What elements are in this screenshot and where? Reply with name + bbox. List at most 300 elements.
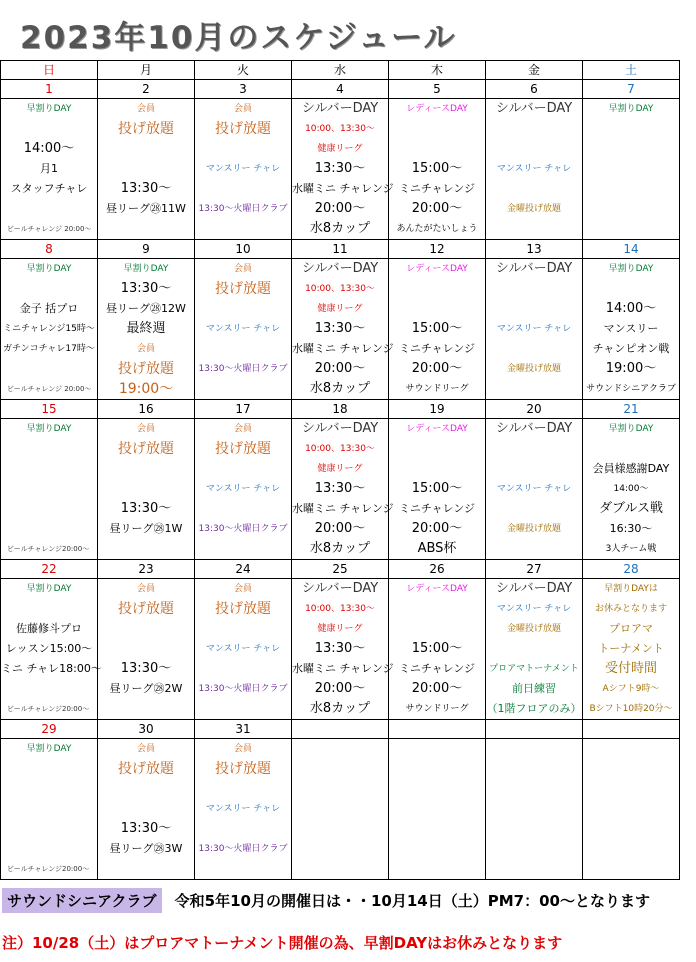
event-line: マンスリー チャレ <box>205 644 281 654</box>
event-line: 13:30～ <box>314 481 366 496</box>
event-line: 15:00～ <box>411 161 463 176</box>
event-line <box>1 839 97 859</box>
event-line: 10:00、13:30～ <box>305 284 375 294</box>
day-cell <box>486 579 583 720</box>
date-number: 3 <box>195 80 292 99</box>
event-line: 投げ放題 <box>215 121 271 137</box>
event-line: 13:30～ <box>120 281 172 296</box>
event-line <box>1 439 97 459</box>
day-cell <box>292 99 394 240</box>
event-line <box>486 539 582 559</box>
event-line: ABS杯 <box>417 541 457 556</box>
event-line: 早割りDAY <box>26 584 72 594</box>
event-line: チャンピオン戦 <box>592 342 670 355</box>
event-line: 金曜投げ放題 <box>506 204 561 214</box>
event-line: シルバーDAY <box>495 581 573 596</box>
events-row <box>1 739 680 880</box>
date-number: 20 <box>486 400 583 419</box>
event-line: 会員 <box>136 104 155 114</box>
event-line: 13:30～ <box>314 641 366 656</box>
weekday-mon: 月 <box>98 61 195 80</box>
event-line <box>98 479 194 499</box>
date-number: 6 <box>486 80 583 99</box>
event-line: 会員 <box>136 584 155 594</box>
day-cell <box>98 579 195 720</box>
proam-notice: 注）10/28（土）はプロアマトーナメント開催の為、早割DAYはお休みとなります <box>2 934 563 952</box>
event-line: 昼リーグ㉘3W <box>109 842 183 855</box>
event-line <box>389 279 485 299</box>
event-line <box>1 279 97 299</box>
event-line: 13:30～ <box>120 821 172 836</box>
event-line: 会員様感謝DAY <box>592 462 670 475</box>
event-line: 水曜ミニ チャレンジ <box>292 662 394 675</box>
event-line: 19:00～ <box>118 381 174 397</box>
event-line: 19:00～ <box>605 361 657 376</box>
event-line <box>1 459 97 479</box>
day-cell <box>195 739 292 880</box>
event-line <box>583 439 679 459</box>
senior-club-badge: サウンドシニアクラブ <box>2 888 162 913</box>
event-line: 15:00～ <box>411 481 463 496</box>
event-line: 15:00～ <box>411 321 463 336</box>
date-number: 4 <box>292 80 389 99</box>
event-line <box>1 119 97 139</box>
event-line: 20:00～ <box>314 361 366 376</box>
event-line: プロアマトーナメント <box>489 664 579 674</box>
event-line: 20:00～ <box>314 521 366 536</box>
date-number: 21 <box>583 400 680 419</box>
day-cell <box>292 419 394 560</box>
event-line: 会員 <box>233 744 252 754</box>
event-line: 20:00～ <box>411 201 463 216</box>
event-line <box>486 379 582 399</box>
event-line <box>1 199 97 219</box>
event-line: 14:00～ <box>605 301 657 316</box>
event-line: ミニ チャレ18:00～ <box>1 662 102 675</box>
event-line: 早割りDAY <box>26 424 72 434</box>
weekday-tue: 火 <box>195 61 292 80</box>
event-line: 会員 <box>233 584 252 594</box>
event-line <box>486 139 582 159</box>
event-line <box>98 539 194 559</box>
event-line: 13:30～ <box>314 161 366 176</box>
event-line <box>195 299 291 319</box>
day-cell <box>98 739 195 880</box>
date-number: 7 <box>583 80 680 99</box>
day-cell <box>583 419 680 560</box>
event-line: 13:30～火曜日クラブ <box>198 204 288 214</box>
event-line <box>195 539 291 559</box>
day-cell <box>292 739 389 880</box>
event-line: マンスリー チャレ <box>496 164 572 174</box>
event-line: 13:30～火曜日クラブ <box>198 524 288 534</box>
date-number: 11 <box>292 240 389 259</box>
event-line: ミニチャレンジ15時～ <box>3 324 95 334</box>
event-line: 会員 <box>233 264 252 274</box>
event-line: ビールチャレンジ 20:00～ <box>7 385 92 393</box>
event-line <box>98 639 194 659</box>
event-line <box>1 819 97 839</box>
event-line: 水8カップ <box>309 381 371 396</box>
day-cell <box>583 99 680 240</box>
event-line: 健康リーグ <box>317 464 363 474</box>
date-number: 24 <box>195 560 292 579</box>
weekday-wed: 水 <box>292 61 389 80</box>
event-line: レディースDAY <box>406 424 468 434</box>
event-line <box>1 779 97 799</box>
event-line: ビールチャレンジ20:00～ <box>7 705 90 713</box>
event-line: 早割りDAY <box>608 104 654 114</box>
event-line <box>98 619 194 639</box>
event-line: ダブルス戦 <box>598 501 664 516</box>
date-number: 2 <box>98 80 195 99</box>
event-line: 水曜ミニ チャレンジ <box>292 342 394 355</box>
event-line <box>389 459 485 479</box>
event-line: 会員 <box>136 744 155 754</box>
date-number-row <box>1 720 680 739</box>
event-line <box>486 219 582 239</box>
event-line: シルバーDAY <box>301 581 379 596</box>
event-line <box>195 859 291 879</box>
event-line <box>195 219 291 239</box>
event-line <box>486 639 582 659</box>
calendar-table <box>0 60 680 880</box>
event-line <box>583 139 679 159</box>
event-line: 投げ放題 <box>215 761 271 777</box>
event-line: プロアマ <box>609 622 653 635</box>
event-line: 13:30～ <box>314 321 366 336</box>
event-line: ミニチャレンジ <box>398 502 476 515</box>
event-line: マンスリー チャレ <box>496 324 572 334</box>
day-cell <box>486 99 583 240</box>
event-line: シルバーDAY <box>495 101 573 116</box>
day-cell <box>98 99 195 240</box>
day-cell <box>195 259 292 400</box>
event-line: 水8カップ <box>309 701 371 716</box>
day-cell <box>195 579 292 720</box>
event-line <box>486 459 582 479</box>
event-line <box>389 599 485 619</box>
events-row <box>1 259 680 400</box>
date-number <box>486 720 583 739</box>
event-line <box>195 619 291 639</box>
event-line: 投げ放題 <box>215 281 271 297</box>
day-cell <box>583 739 680 880</box>
event-line: 13:30～火曜日クラブ <box>198 684 288 694</box>
event-line <box>389 139 485 159</box>
event-line <box>195 179 291 199</box>
date-number: 25 <box>292 560 389 579</box>
date-number <box>292 720 389 739</box>
day-cell <box>389 419 486 560</box>
event-line: サウンドシニアクラブ <box>586 384 676 394</box>
event-line <box>486 339 582 359</box>
weekday-header-row <box>1 61 680 80</box>
event-line: 13:30～ <box>120 661 172 676</box>
event-line: ビールチャレンジ20:00～ <box>7 865 90 873</box>
day-cell <box>195 419 292 560</box>
date-number: 5 <box>389 80 486 99</box>
event-line: 16:30～ <box>609 522 653 535</box>
event-line: レディースDAY <box>406 584 468 594</box>
event-line: 月1 <box>40 162 58 175</box>
date-number: 22 <box>1 560 98 579</box>
event-line <box>1 599 97 619</box>
event-line <box>195 779 291 799</box>
event-line <box>486 299 582 319</box>
event-line: 10:00、13:30～ <box>305 444 375 454</box>
event-line <box>195 379 291 399</box>
day-cell <box>389 739 486 880</box>
date-number-row <box>1 80 680 99</box>
event-line: マンスリー チャレ <box>205 804 281 814</box>
event-line: 20:00～ <box>411 681 463 696</box>
date-number: 29 <box>1 720 98 739</box>
event-line: 投げ放題 <box>118 761 174 777</box>
event-line: マンスリー チャレ <box>496 604 572 614</box>
day-cell <box>389 99 486 240</box>
event-line: あんたがたいしょう <box>396 224 478 234</box>
date-number: 23 <box>98 560 195 579</box>
event-line: 20:00～ <box>411 521 463 536</box>
date-number-row <box>1 400 680 419</box>
event-line <box>1 799 97 819</box>
event-line <box>389 299 485 319</box>
event-line: 金曜投げ放題 <box>506 364 561 374</box>
event-line <box>389 119 485 139</box>
event-line: Aシフト9時～ <box>602 684 660 694</box>
event-line: 投げ放題 <box>215 601 271 617</box>
event-line: 投げ放題 <box>118 121 174 137</box>
day-cell <box>389 259 486 400</box>
event-line: サウンドリーグ <box>405 704 469 714</box>
senior-club-date: 令和5年10月の開催日は・・10月14日（土）PM7：00～となります <box>174 892 650 910</box>
event-line: Bシフト10時20分～ <box>589 704 673 714</box>
event-line <box>98 459 194 479</box>
date-number <box>583 720 680 739</box>
date-number-row <box>1 240 680 259</box>
event-line <box>195 819 291 839</box>
event-line: 会員 <box>233 424 252 434</box>
page-title: 2023年10月のスケジュール <box>20 20 457 56</box>
event-line: ミニチャレンジ <box>398 662 476 675</box>
event-line <box>1 759 97 779</box>
event-line: 15:00～ <box>411 641 463 656</box>
event-line <box>486 499 582 519</box>
event-line: 10:00、13:30～ <box>305 124 375 134</box>
senior-club-notice <box>2 888 692 914</box>
event-line <box>486 179 582 199</box>
event-line: レッスン15:00～ <box>5 642 93 655</box>
event-line: 最終週 <box>126 321 166 336</box>
event-line: 13:30～ <box>120 501 172 516</box>
date-number: 8 <box>1 240 98 259</box>
event-line <box>583 179 679 199</box>
date-number: 28 <box>583 560 680 579</box>
event-line: 早割りDAYは <box>604 584 658 594</box>
event-line: お休みとなります <box>594 604 667 614</box>
event-line: ビールチャレンジ 20:00～ <box>7 225 92 233</box>
event-line: 受付時間 <box>604 661 657 676</box>
event-line: 早割りDAY <box>26 104 72 114</box>
event-line <box>1 519 97 539</box>
date-number: 12 <box>389 240 486 259</box>
event-line: 水8カップ <box>309 541 371 556</box>
events-row <box>1 579 680 720</box>
event-line: 金曜投げ放題 <box>506 624 561 634</box>
date-number: 1 <box>1 80 98 99</box>
day-cell <box>195 99 292 240</box>
date-number: 31 <box>195 720 292 739</box>
events-row <box>1 419 680 560</box>
day-cell <box>292 579 394 720</box>
event-line: シルバーDAY <box>301 421 379 436</box>
event-line: 13:30～ <box>120 181 172 196</box>
event-line: 金曜投げ放題 <box>506 524 561 534</box>
day-cell <box>583 259 680 400</box>
day-cell <box>389 579 486 720</box>
event-line: 会員 <box>136 424 155 434</box>
event-line: 水8カップ <box>309 221 371 236</box>
event-line: 健康リーグ <box>317 144 363 154</box>
event-line: シルバーDAY <box>495 261 573 276</box>
event-line: マンスリー チャレ <box>205 484 281 494</box>
event-line: 10:00、13:30～ <box>305 604 375 614</box>
date-number <box>389 720 486 739</box>
event-line <box>583 119 679 139</box>
event-line: 健康リーグ <box>317 624 363 634</box>
event-line: 健康リーグ <box>317 304 363 314</box>
day-cell <box>1 739 98 880</box>
weekday-fri: 金 <box>486 61 583 80</box>
event-line: 20:00～ <box>314 201 366 216</box>
event-line: 投げ放題 <box>118 601 174 617</box>
event-line <box>583 159 679 179</box>
event-line <box>195 139 291 159</box>
event-line: 早割りDAY <box>608 264 654 274</box>
event-line: 昼リーグ㉘2W <box>109 682 183 695</box>
event-line: 14:00～ <box>613 484 649 494</box>
event-line: 投げ放題 <box>118 361 174 377</box>
event-line: ガチンコチャレ17時～ <box>3 344 95 354</box>
event-line: トーナメント <box>598 642 664 655</box>
weekday-sat: 土 <box>583 61 680 80</box>
event-line <box>486 119 582 139</box>
date-number: 16 <box>98 400 195 419</box>
event-line <box>98 139 194 159</box>
event-line <box>98 219 194 239</box>
event-line: マンスリー チャレ <box>205 164 281 174</box>
day-cell <box>98 259 195 400</box>
event-line: 20:00～ <box>314 681 366 696</box>
date-number: 30 <box>98 720 195 739</box>
event-line: レディースDAY <box>406 104 468 114</box>
event-line: 投げ放題 <box>215 441 271 457</box>
event-line: 昼リーグ㉘12W <box>106 302 186 315</box>
event-line: 3人チーム戦 <box>605 544 657 554</box>
date-number: 27 <box>486 560 583 579</box>
event-line <box>195 459 291 479</box>
event-line: ミニチャレンジ <box>398 182 476 195</box>
event-line <box>1 499 97 519</box>
date-number: 14 <box>583 240 680 259</box>
event-line: マンスリー <box>603 322 659 335</box>
event-line: 早割りDAY <box>608 424 654 434</box>
event-line: 20:00～ <box>411 361 463 376</box>
day-cell <box>292 259 394 400</box>
event-line <box>583 199 679 219</box>
event-line: 水曜ミニ チャレンジ <box>292 502 394 515</box>
event-line: 会員 <box>136 344 155 354</box>
event-line: 昼リーグ㉘11W <box>106 202 186 215</box>
weekday-sun: 日 <box>1 61 98 80</box>
day-cell <box>583 579 680 720</box>
event-line: 水曜ミニ チャレンジ <box>292 182 394 195</box>
event-line: 投げ放題 <box>118 441 174 457</box>
event-line: マンスリー チャレ <box>205 324 281 334</box>
event-line: 13:30～火曜日クラブ <box>198 364 288 374</box>
event-line: シルバーDAY <box>495 421 573 436</box>
event-line <box>583 279 679 299</box>
events-row <box>1 99 680 240</box>
event-line: ミニチャレンジ <box>398 342 476 355</box>
date-number: 26 <box>389 560 486 579</box>
event-line <box>583 219 679 239</box>
date-number: 19 <box>389 400 486 419</box>
event-line: ビールチャレンジ20:00～ <box>7 545 90 553</box>
event-line <box>98 699 194 719</box>
event-line: スタッフチャレ <box>10 182 88 195</box>
event-line <box>389 619 485 639</box>
event-line: 金子 括プロ <box>19 302 79 315</box>
day-cell <box>1 259 98 400</box>
event-line <box>98 159 194 179</box>
event-line: 早割りDAY <box>123 264 169 274</box>
event-line <box>389 439 485 459</box>
event-line <box>98 799 194 819</box>
day-cell <box>1 99 98 240</box>
event-line <box>195 339 291 359</box>
event-line: 14:00～ <box>23 141 75 156</box>
date-number: 17 <box>195 400 292 419</box>
event-line: マンスリー チャレ <box>496 484 572 494</box>
date-number: 15 <box>1 400 98 419</box>
event-line: 早割りDAY <box>26 264 72 274</box>
event-line: 佐藤修斗プロ <box>16 622 82 635</box>
event-line: サウンドリーグ <box>405 384 469 394</box>
event-line <box>195 699 291 719</box>
event-line: 前日練習 <box>512 682 556 695</box>
event-line: レディースDAY <box>406 264 468 274</box>
day-cell <box>1 579 102 720</box>
event-line <box>486 439 582 459</box>
event-line <box>1 679 97 699</box>
event-line <box>486 279 582 299</box>
event-line: シルバーDAY <box>301 261 379 276</box>
event-line: シルバーDAY <box>301 101 379 116</box>
day-cell <box>486 259 583 400</box>
event-line: 会員 <box>233 104 252 114</box>
event-line <box>98 779 194 799</box>
event-line <box>1 359 97 379</box>
weekday-thu: 木 <box>389 61 486 80</box>
date-number: 10 <box>195 240 292 259</box>
date-number: 13 <box>486 240 583 259</box>
date-number-row <box>1 560 680 579</box>
event-line <box>1 479 97 499</box>
date-number: 9 <box>98 240 195 259</box>
event-line <box>195 499 291 519</box>
